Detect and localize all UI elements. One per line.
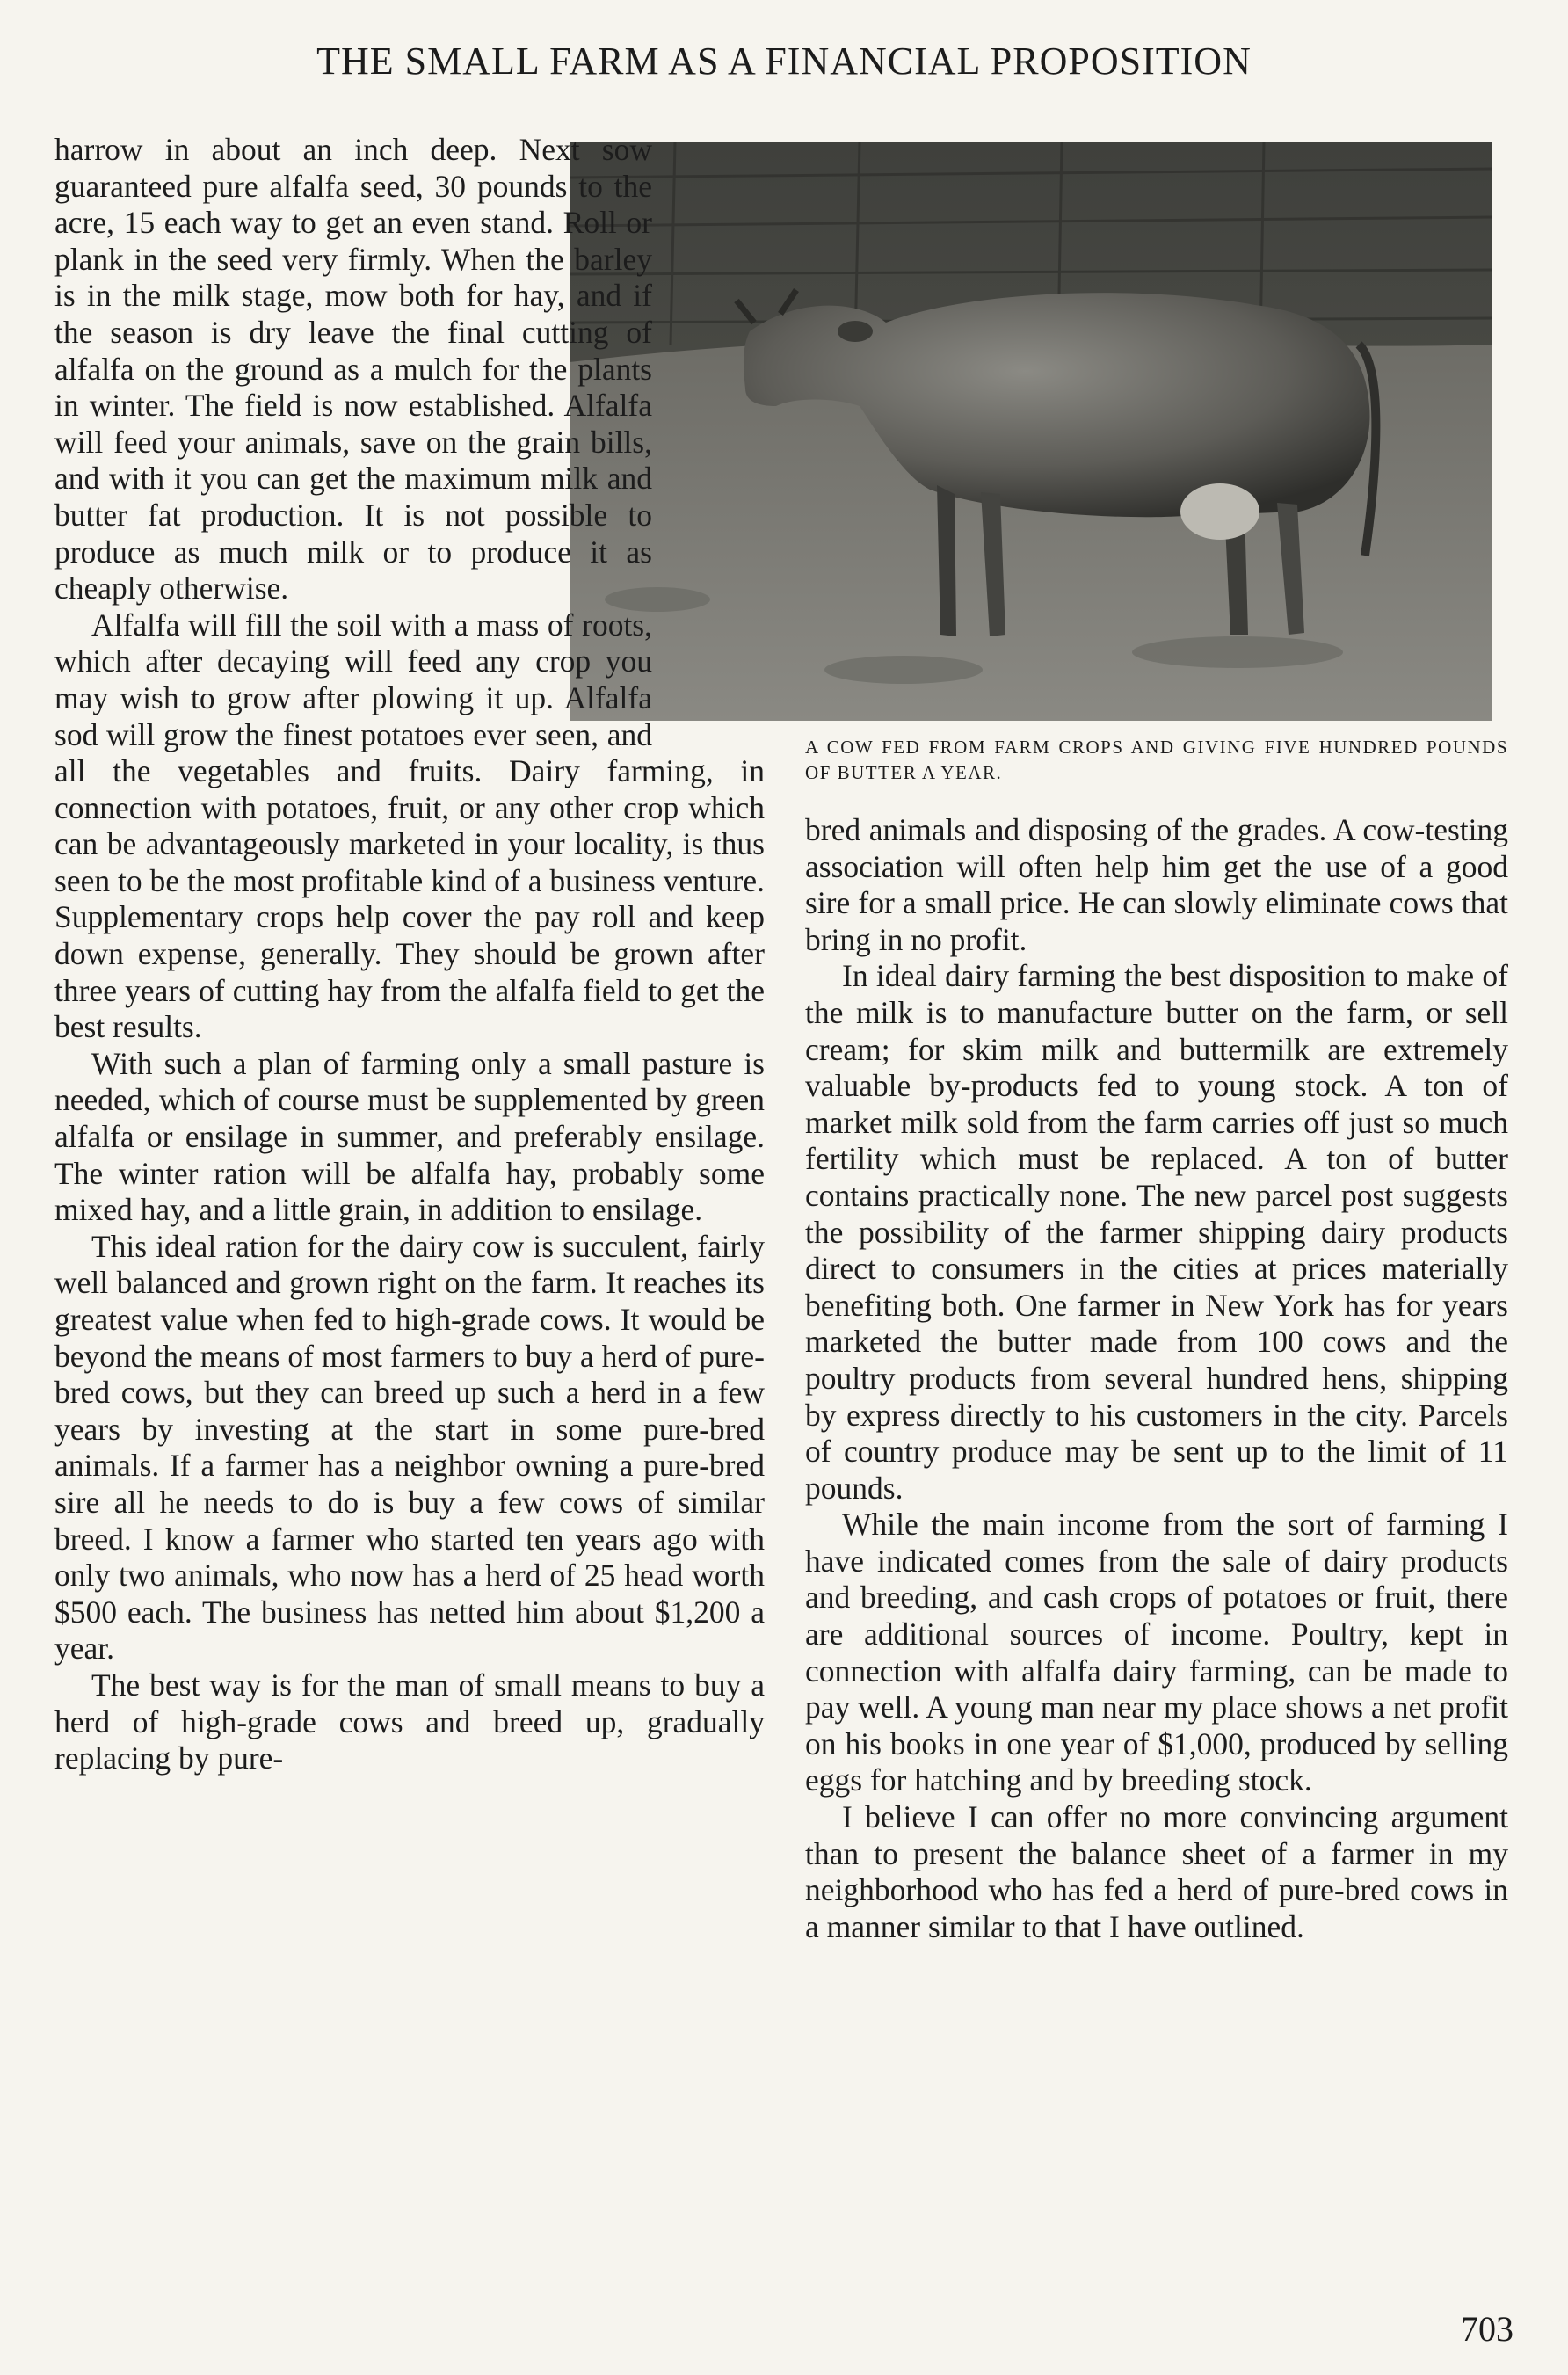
running-head-title: THE SMALL FARM AS A FINANCIAL PROPOSITION [316, 40, 1252, 83]
photo-wrap-spacer [670, 142, 1568, 723]
paragraph: bred animals and disposing of the grades. A cow-testing association will often help him get the use of a good sire for a small price. He can slowly eliminate cows that bring in no profit. [805, 812, 1508, 957]
paragraph: In ideal dairy farming the best disposition to make of the milk is to manufacture butter on the farm, or sell cream; for skim milk and buttermilk are extremely valuable by-products fed to young stock. A ton of market milk sold from the farm carries off just so much fertility which must be replaced. A ton of butter contains practically none. The new parcel post suggests the possibility of the farmer shipping dairy products direct to consumers in the cities at prices materially benefiting both. One farmer in New York has for years marketed the butter made from 100 cows and the poultry products from several hundred hens, shipping by express directly to his customers in the city. Parcels of country produce may be sent up to the limit of 11 pounds. [805, 958, 1508, 1506]
paragraph: With such a plan of farming only a small pasture is needed, which of course must be supplemented by green alfalfa or ensilage in summer, and preferably ensilage. The winter ration will be alfalfa hay, probably some mixed hay, and a little grain, in addition to ensilage. [54, 1045, 765, 1228]
paragraph: harrow in about an inch deep. Next sow guaranteed pure alfalfa seed, 30 pounds to the acre, 15 each way to get an even stand. Roll or plank in the seed very firmly. When the barley is in the milk stage, mow both for hay, and if the season is dry leave the final cutting of alfalfa on the ground as a mulch for the plants in winter. The field is now established. Alfalfa will feed your animals, save on the grain bills, and with it you can get the maximum milk and butter fat production. It is not possible to produce as much milk or to produce it as cheaply otherwise. [54, 132, 652, 606]
paragraph: Alfalfa will fill the soil with a mass of roots, which after decaying will feed any crop you may wish to grow after plowing it up. Alfalfa sod will grow the finest potatoes ever seen, and all the vegetables and fruits. Dairy farming, in connection with potatoes, fruit, or any other crop which can be advantageously marketed in your locality, is thus seen to be the most profitable kind of a business venture. Supplementary crops help cover the pay roll and keep down expense, generally. They should be grown after three years of cutting hay from the alfalfa field to get the best results. [54, 606, 765, 1045]
left-text-column [54, 132, 765, 1777]
right-text-column [805, 812, 1508, 1945]
paragraph: While the main income from the sort of farming I have indicated comes from the sale of dairy products and breeding, and cash crops of potatoes or fruit, there are additional sources of income. Poultry, kept in connection with alfalfa dairy farming, can be made to pay well. A young man near my place shows a net profit on his books in one year of $1,000, produced by selling eggs for hatching and by breeding stock. [805, 1507, 1508, 1798]
paragraph: The best way is for the man of small means to buy a herd of high-grade cows and breed up, gradually replacing by pure- [54, 1667, 765, 1776]
paragraph: I believe I can offer no more convincing argument than to present the balance sheet of a farmer in my neighborhood who has fed a herd of pure-bred cows in a manner similar to that I have outlined. [805, 1799, 1508, 1944]
photo-caption: A COW FED FROM FARM CROPS AND GIVING FIVE HUNDRED POUNDS OF BUTTER A YEAR. [805, 737, 1508, 783]
page-number: 703 [1461, 2309, 1514, 2349]
paragraph: This ideal ration for the dairy cow is succulent, fairly well balanced and grown right on the farm. It reaches its greatest value when fed to high-grade cows. It would be beyond the means of most farmers to buy a herd of pure-bred cows, but they can breed up such a herd in a few years by investing at the start in some pure-bred animals. If a farmer has a neighbor owning a pure-bred sire all he needs to do is buy a few cows of similar breed. I know a farmer who started ten years ago with only two animals, who now has a herd of 25 head worth $500 each. The business has netted him about $1,200 a year. [54, 1228, 765, 1667]
